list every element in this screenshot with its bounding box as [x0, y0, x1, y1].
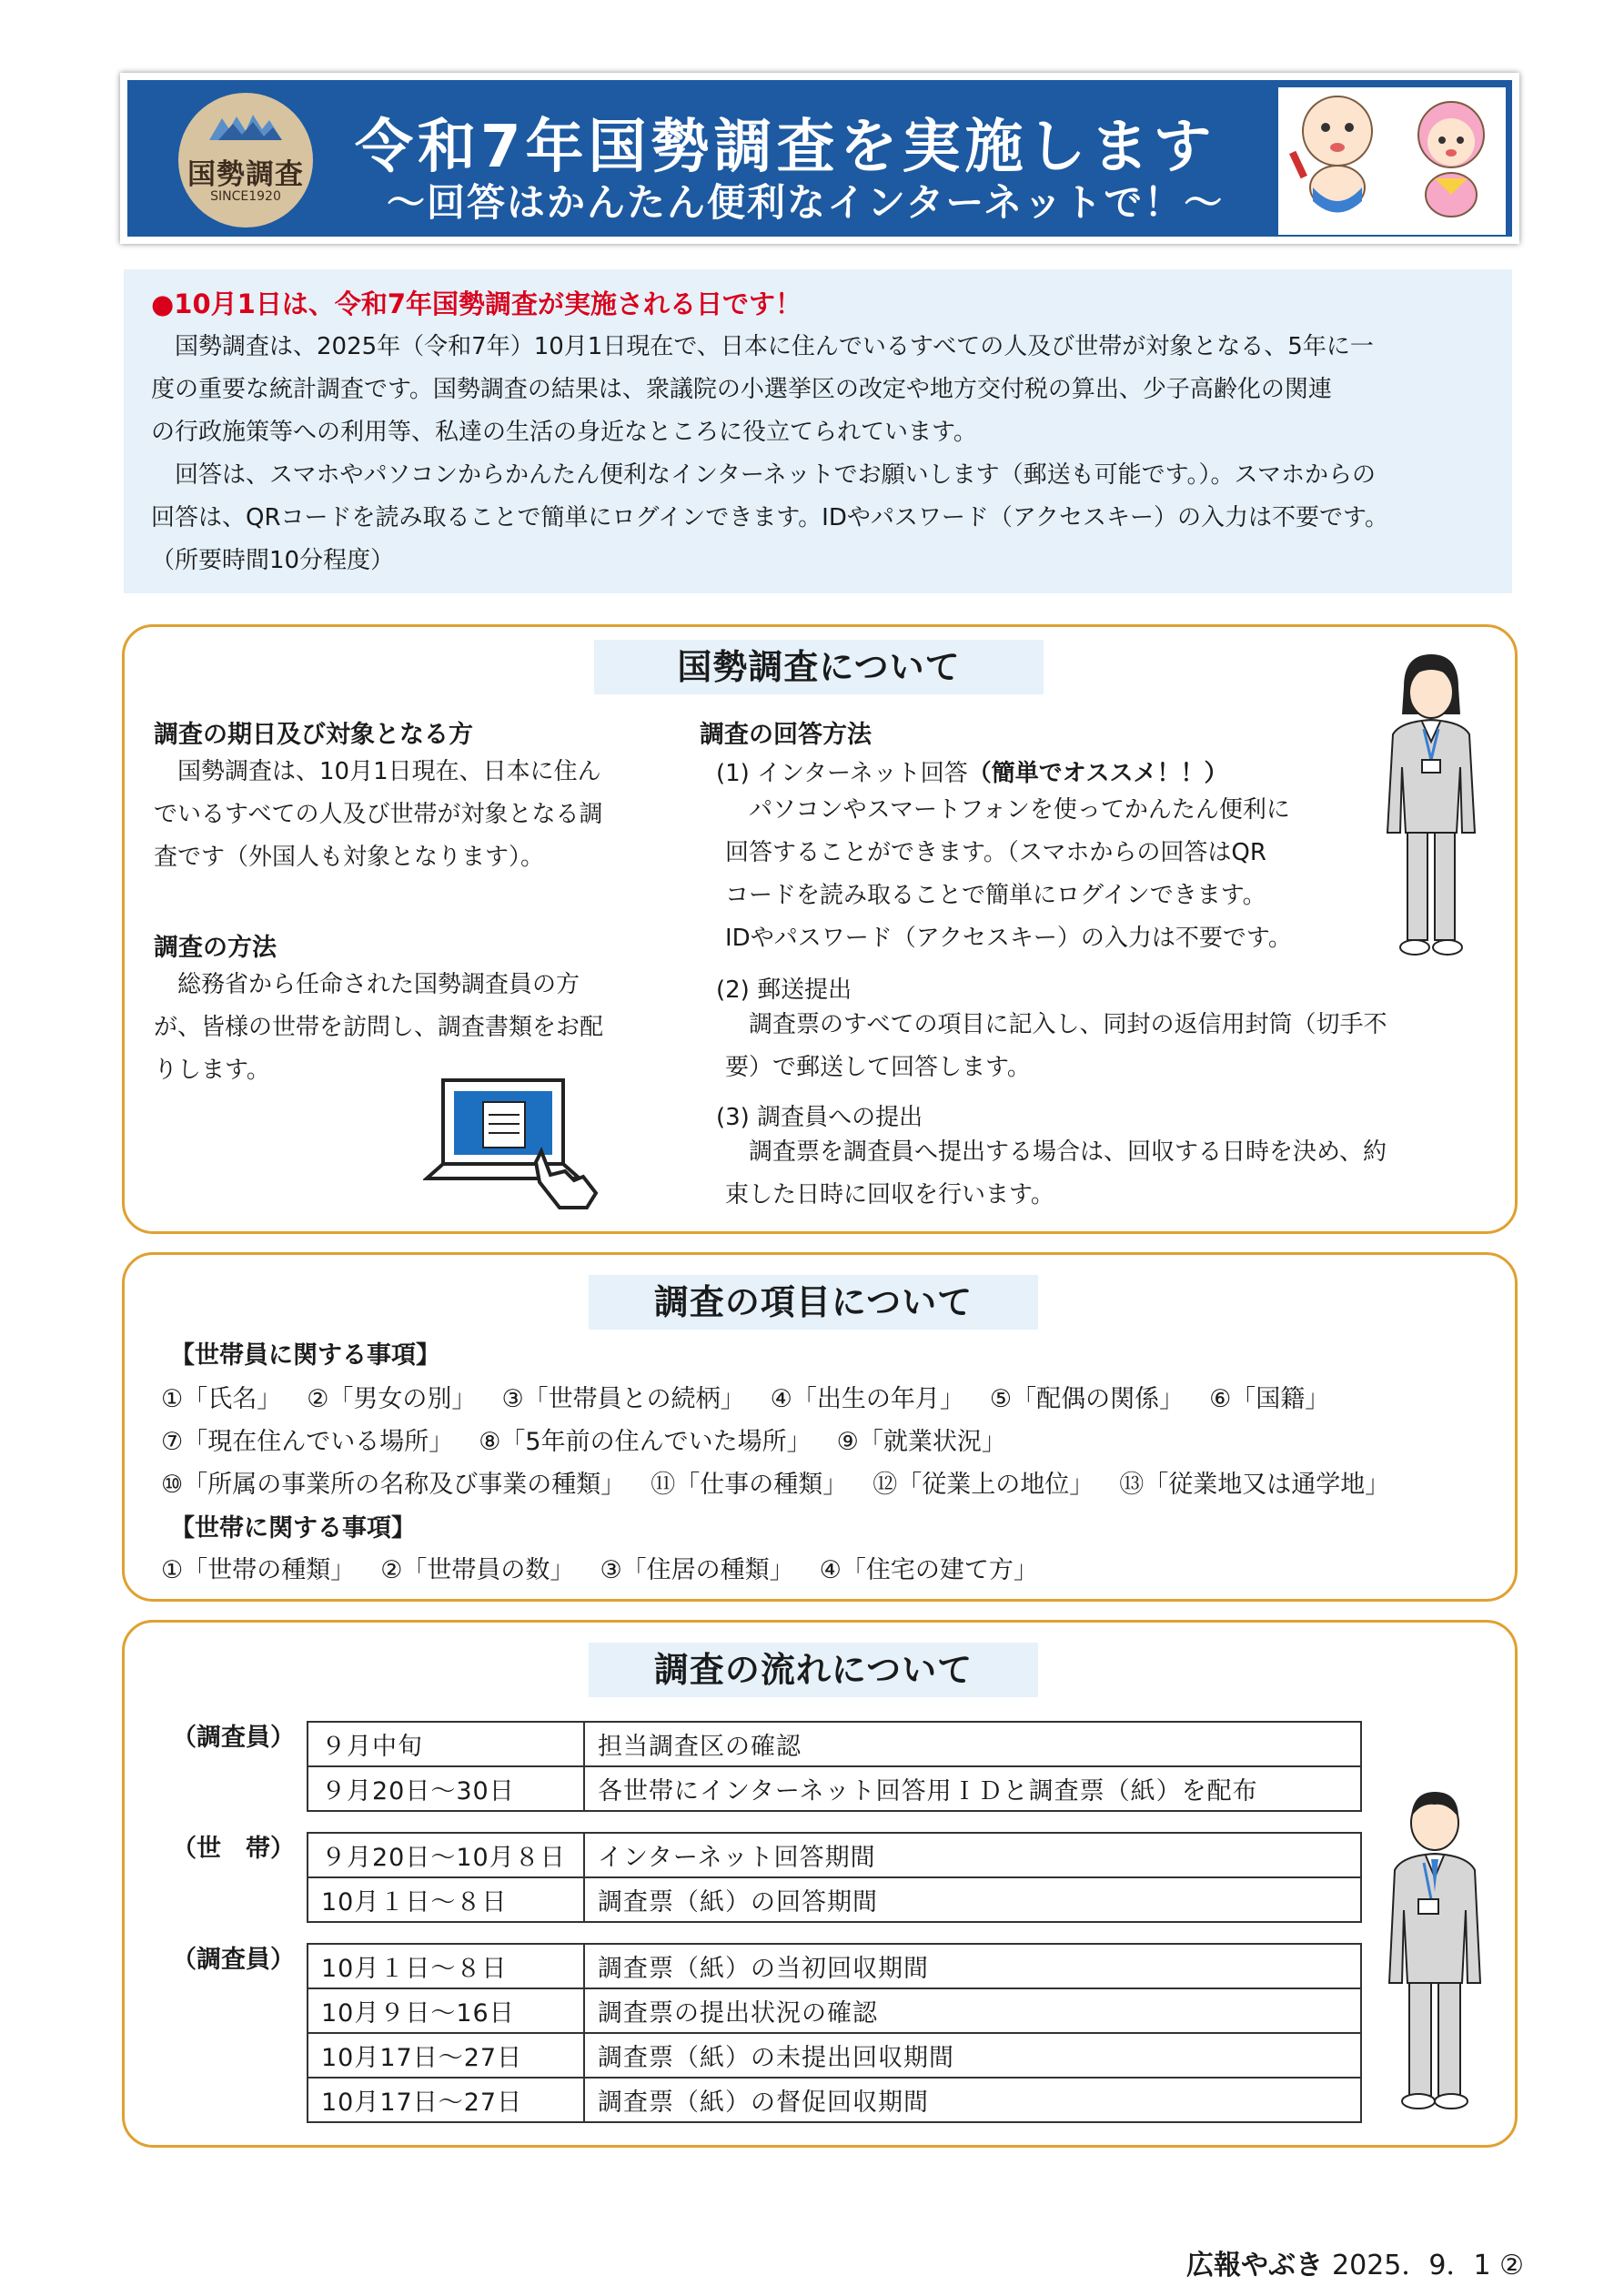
answer-line: 束した日時に回収を行います。 [725, 1181, 1054, 1209]
survey-item: ⑨「就業状況」 [836, 1428, 1006, 1456]
woman-enumerator-icon [1373, 651, 1489, 960]
member-items-row [161, 1421, 1032, 1457]
footer [1186, 2242, 1524, 2282]
schedule-date: 10月１日～８日 [308, 1877, 584, 1922]
intro-line: （所要時間10分程度） [151, 547, 395, 574]
period-line: 査です（外国人も対象となります）。 [154, 844, 545, 871]
schedule-table [307, 1721, 1362, 1812]
survey-item: ④「住宅の建て方」 [819, 1556, 1038, 1584]
table-row [308, 1944, 1361, 1988]
schedule-date: 10月17日～27日 [308, 2078, 584, 2122]
recommended-badge: （簡単でオススメ！！） [967, 760, 1228, 787]
table-row [308, 1722, 1361, 1766]
schedule-event: 調査票（紙）の督促回収期間 [584, 2078, 1361, 2122]
issue-date-page: 2025．9．1 ② [1332, 2250, 1524, 2281]
schedule-event: 調査票（紙）の未提出回収期間 [584, 2033, 1361, 2078]
table-row [308, 1833, 1361, 1877]
member-items-heading: 【世帯員に関する事項】 [170, 1341, 440, 1370]
survey-item: ③「世帯員との続柄」 [501, 1385, 745, 1413]
survey-item: ⑫「従業上の地位」 [873, 1471, 1094, 1499]
answer-internet-text [725, 789, 1292, 960]
method-line: が、皆様の世帯を訪問し、調査書類をお配 [154, 1014, 604, 1041]
survey-item: ③「住居の種類」 [600, 1556, 794, 1584]
survey-item: ⑪「仕事の種類」 [651, 1471, 848, 1499]
laptop-tap-icon [423, 1075, 603, 1211]
mascot-characters-icon [1278, 87, 1506, 235]
household-items-row [161, 1550, 1064, 1585]
answer-line: 回答することができます。（スマホからの回答はQR [725, 839, 1266, 866]
schedule-event: 各世帯にインターネット回答用ＩＤと調査票（紙）を配布 [584, 1766, 1361, 1811]
mountain-logo-icon [209, 113, 282, 140]
answer-line: 調査票のすべての項目に記入し、同封の返信用封筒（切手不 [725, 1011, 1387, 1038]
intro-box [124, 269, 1512, 593]
method-line: りします。 [154, 1057, 270, 1084]
survey-item: ⑬「従業地又は通学地」 [1119, 1471, 1390, 1499]
answer-line: 要）で郵送して回答します。 [725, 1054, 1031, 1081]
answer-line: 調査票を調査員へ提出する場合は、回収する日時を決め、約 [725, 1138, 1387, 1166]
member-items-row [161, 1464, 1415, 1500]
answer-heading: 調査の回答方法 [700, 721, 872, 749]
schedule-event: 調査票（紙）の当初回収期間 [584, 1944, 1361, 1988]
survey-item: ⑥「国籍」 [1209, 1385, 1330, 1413]
survey-item: ⑦「現在住んでいる場所」 [161, 1428, 454, 1456]
period-line: でいるすべての人及び世帯が対象となる調 [154, 801, 603, 828]
answer-item-internet-label: (1) インターネット回答 [716, 760, 968, 787]
intro-line: の行政施策等への利用等、私達の生活の身近なところに役立てられています。 [151, 419, 977, 446]
items-section-title: 調査の項目について [589, 1275, 1038, 1330]
schedule-date: ９月20日～30日 [308, 1766, 584, 1811]
table-row [308, 2078, 1361, 2122]
survey-item: ⑤「配偶の関係」 [989, 1385, 1185, 1413]
answer-item-internet [716, 754, 1228, 788]
answer-line: IDやパスワード（アクセスキー）の入力は不要です。 [725, 925, 1292, 952]
page-title: 令和7年国勢調査を実施します [355, 114, 1216, 181]
logo-since: SINCE1920 [210, 189, 281, 204]
schedule-table [307, 1943, 1362, 2123]
group-label: （調査員） [172, 1946, 295, 1974]
survey-item: ①「氏名」 [161, 1385, 282, 1413]
intro-line: 回答は、スマホやパソコンからかんたん便利なインターネットでお願いします（郵送も可能です。）。スマホからの [151, 461, 1377, 489]
table-row [308, 1988, 1361, 2033]
schedule-date: 10月９日～16日 [308, 1988, 584, 2033]
flow-section [122, 1620, 1518, 2148]
method-text [154, 964, 603, 1092]
survey-item: ②「世帯員の数」 [380, 1556, 575, 1584]
intro-heading: ●10月1日は、令和7年国勢調査が実施される日です！ [151, 288, 802, 319]
answer-item-mail: (2) 郵送提出 [716, 976, 852, 1004]
period-line: 国勢調査は、10月1日現在、日本に住ん [154, 758, 601, 785]
method-line: 総務省から任命された国勢調査員の方 [154, 971, 580, 998]
survey-item: ④「出生の年月」 [770, 1385, 964, 1413]
answer-item-enumerator: (3) 調査員への提出 [716, 1104, 923, 1131]
intro-line: 国勢調査は、2025年（令和7年）10月1日現在で、日本に住んでいるすべての人及び世帯が対象となる、5年に一 [151, 333, 1374, 360]
group-label: （世 帯） [172, 1835, 295, 1863]
schedule-event: 調査票（紙）の回答期間 [584, 1877, 1361, 1922]
survey-item: ②「男女の別」 [307, 1385, 477, 1413]
group-label: （調査員） [172, 1724, 295, 1752]
schedule-date: 10月１日～８日 [308, 1944, 584, 1988]
answer-mail-text [725, 1004, 1387, 1089]
survey-item: ⑧「5年前の住んでいた場所」 [479, 1428, 812, 1456]
schedule-event: 担当調査区の確認 [584, 1722, 1361, 1766]
intro-line: 度の重要な統計調査です。国勢調査の結果は、衆議院の小選挙区の改定や地方交付税の算出、少子高齢化の関連 [151, 376, 1332, 403]
survey-item: ①「世帯の種類」 [161, 1556, 356, 1584]
intro-paragraph [151, 326, 1388, 582]
man-enumerator-icon [1377, 1783, 1493, 2112]
period-heading: 調査の期日及び対象となる方 [154, 721, 473, 749]
logo-text: 国勢調査 [187, 158, 304, 191]
items-section [122, 1252, 1518, 1602]
census-logo [178, 93, 313, 228]
answer-line: パソコンやスマートフォンを使ってかんたん便利に [725, 796, 1290, 824]
table-row [308, 1877, 1361, 1922]
table-row [308, 1766, 1361, 1811]
banner-background [127, 80, 1512, 237]
about-section [122, 624, 1518, 1234]
schedule-date: ９月20日～10月８日 [308, 1833, 584, 1877]
household-items-heading: 【世帯に関する事項】 [170, 1514, 416, 1542]
answer-enumerator-text [725, 1131, 1387, 1217]
header-banner [120, 73, 1519, 244]
table-row [308, 2033, 1361, 2078]
intro-line: 回答は、QRコードを読み取ることで簡単にログインできます。IDやパスワード（アクセスキー）の入力は不要です。 [151, 504, 1388, 531]
survey-item: ⑩「所属の事業所の名称及び事業の種類」 [161, 1471, 626, 1499]
schedule-table [307, 1832, 1362, 1923]
publication-name: 広報やぶき [1186, 2250, 1324, 2281]
period-text [154, 751, 602, 879]
about-section-title: 国勢調査について [594, 640, 1044, 694]
flow-section-title: 調査の流れについて [589, 1643, 1038, 1697]
schedule-event: インターネット回答期間 [584, 1833, 1361, 1877]
schedule-event: 調査票の提出状況の確認 [584, 1988, 1361, 2033]
schedule-date: ９月中旬 [308, 1722, 584, 1766]
method-heading: 調査の方法 [154, 934, 277, 962]
answer-line: コードを読み取ることで簡単にログインできます。 [725, 882, 1266, 909]
member-items-row [161, 1379, 1355, 1414]
schedule-date: 10月17日～27日 [308, 2033, 584, 2078]
page-subtitle: ～回答はかんたん便利なインターネットで！～ [387, 180, 1225, 225]
